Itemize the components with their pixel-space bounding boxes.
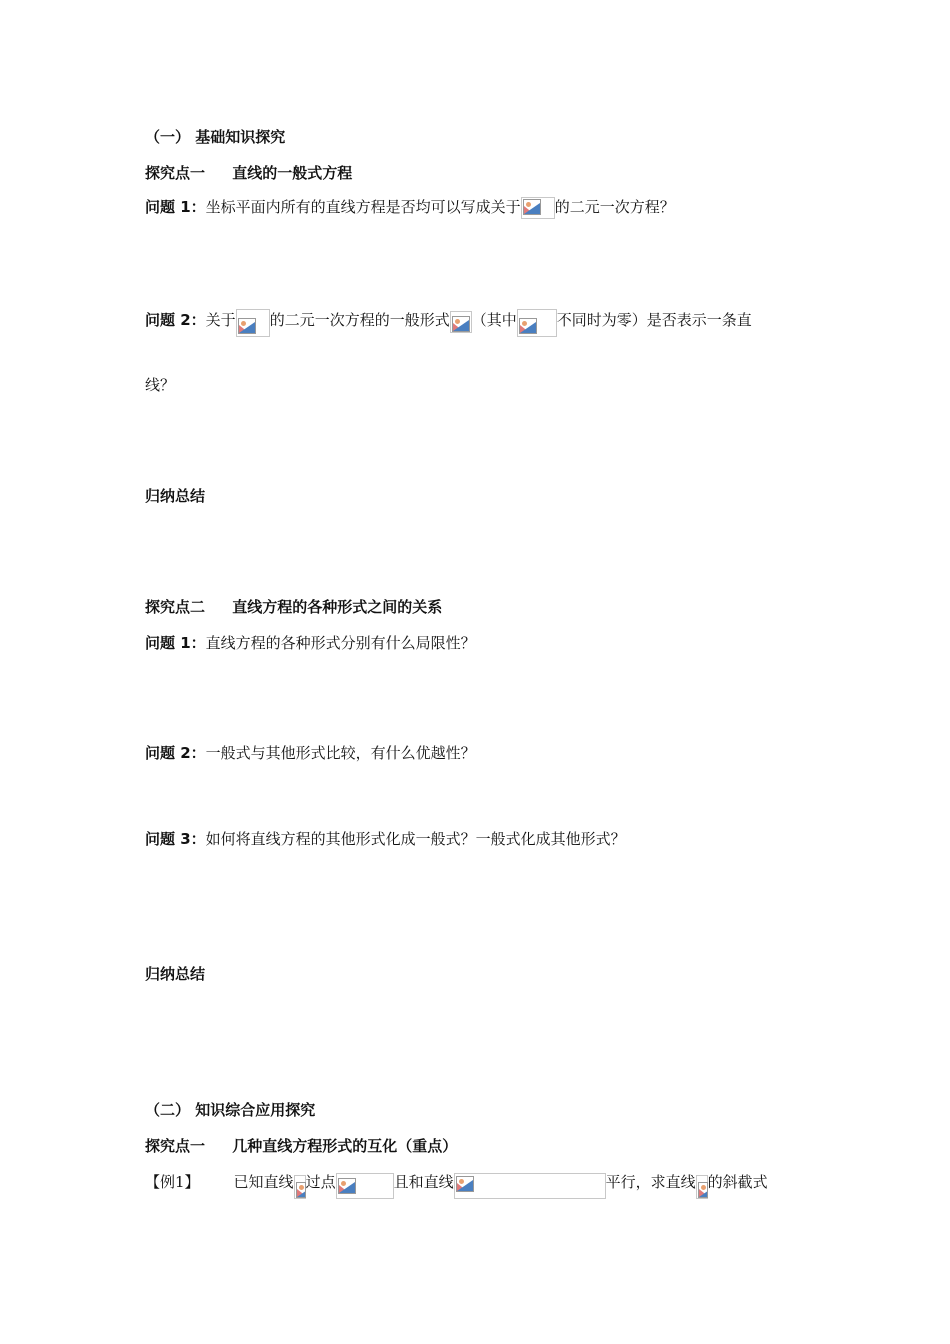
example-text: 且和直线 (393, 1173, 454, 1191)
question-b2 (145, 742, 476, 764)
explore-point-title: 直线的一般式方程 (232, 164, 353, 182)
explore-point-label: 探究点二 (145, 598, 206, 616)
explore-point-label: 探究点一 (145, 1137, 206, 1155)
broken-image-icon (521, 197, 555, 219)
question-text: 如何将直线方程的其他形式化成一般式？一般式化成其他形式？ (205, 830, 626, 848)
explore-point-1 (145, 162, 352, 184)
broken-image-icon (517, 309, 557, 337)
question-text: 一般式与其他形式比较，有什么优越性？ (205, 744, 476, 762)
question-a2-cont: 线？ (145, 376, 176, 394)
example-label: 【例1】 (145, 1173, 200, 1191)
explore-point-title: 直线方程的各种形式之间的关系 (232, 598, 443, 616)
broken-image-icon (454, 1173, 606, 1199)
explore-point-title: 几种直线方程形式的互化（重点） (232, 1137, 458, 1155)
broken-image-icon (236, 309, 270, 337)
broken-image-icon (294, 1175, 306, 1199)
question-text: 的二元一次方程的一般形式 (269, 311, 450, 329)
broken-image-icon (336, 1173, 394, 1199)
example-text: 平行，求直线 (605, 1173, 696, 1191)
question-text: 不同时为零）是否表示一条直 (556, 311, 752, 329)
question-label: 问题 3： (145, 830, 206, 848)
example-text: 过点 (305, 1173, 336, 1191)
summary-2: 归纳总结 (145, 965, 206, 983)
explore-point-2 (145, 596, 442, 618)
question-a2 (145, 309, 752, 337)
question-a1 (145, 196, 675, 219)
question-text: （其中 (471, 311, 517, 329)
example-1 (145, 1171, 768, 1199)
example-text: 的斜截式 (707, 1173, 768, 1191)
explore-point-label: 探究点一 (145, 164, 206, 182)
question-text: 直线方程的各种形式分别有什么局限性？ (205, 634, 476, 652)
question-text: 的二元一次方程？ (554, 198, 675, 216)
summary-1: 归纳总结 (145, 487, 206, 505)
question-label: 问题 2： (145, 744, 206, 762)
broken-image-icon (696, 1175, 708, 1199)
question-label: 问题 1： (145, 634, 206, 652)
question-text: 坐标平面内所有的直线方程是否均可以写成关于 (205, 198, 521, 216)
example-text: 已知直线 (233, 1173, 294, 1191)
question-b3 (145, 828, 626, 850)
explore-point-3 (145, 1135, 457, 1157)
broken-image-icon (450, 311, 472, 333)
section-title-basic: （一） 基础知识探究 (145, 128, 286, 146)
question-label: 问题 1： (145, 198, 206, 216)
section-title-application: （二） 知识综合应用探究 (145, 1101, 316, 1119)
question-b1 (145, 632, 476, 654)
question-label: 问题 2： (145, 311, 206, 329)
question-text: 关于 (205, 311, 236, 329)
